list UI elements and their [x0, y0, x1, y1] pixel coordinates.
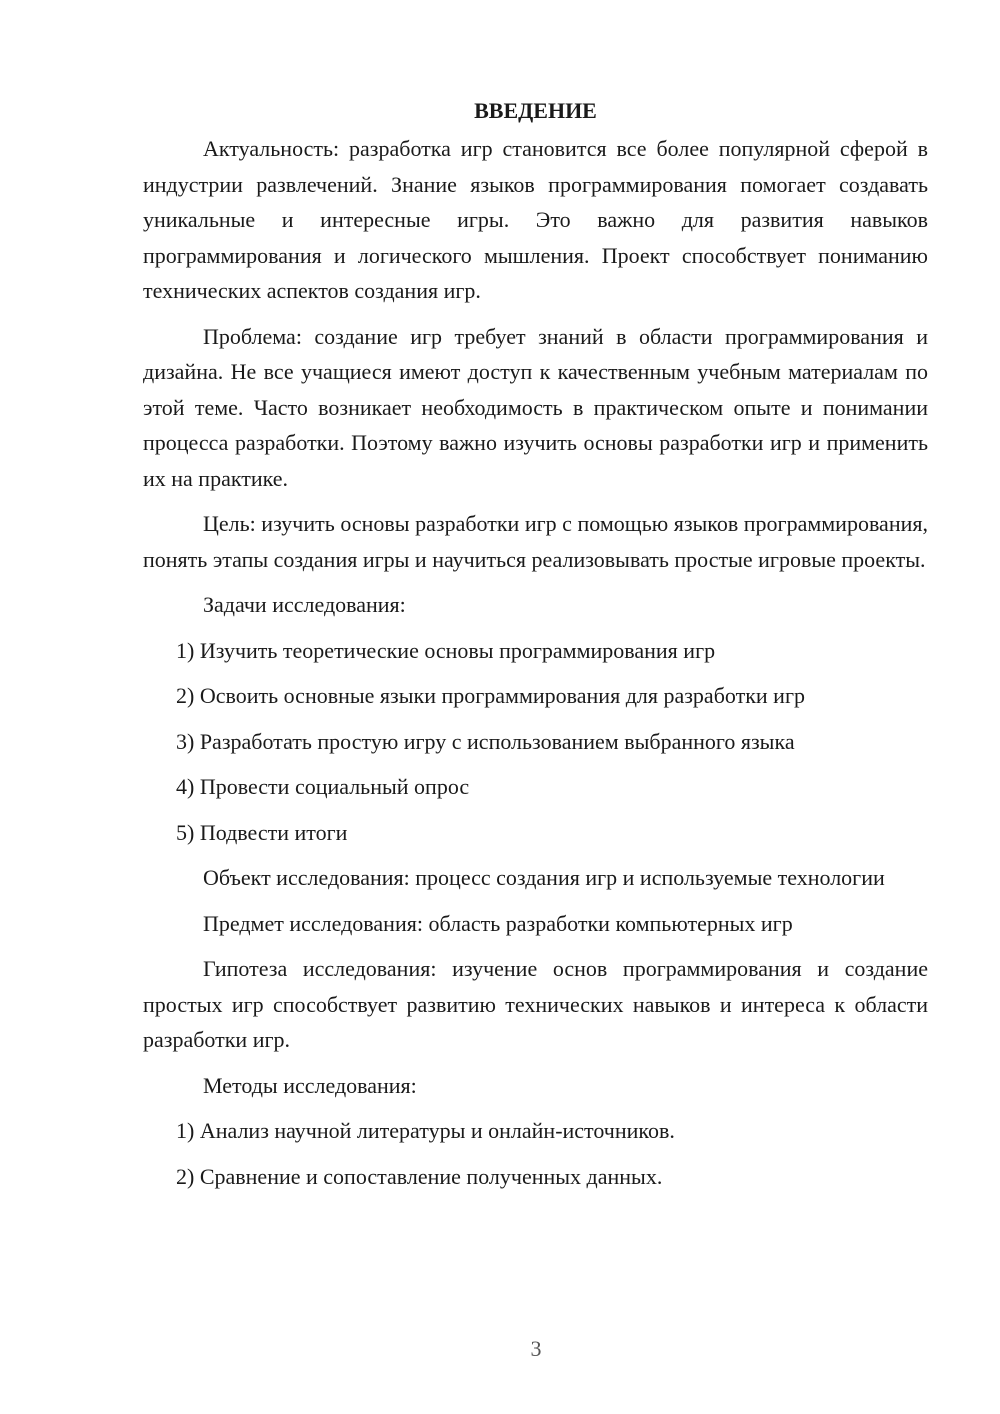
page-title: ВВЕДЕНИЕ — [474, 98, 597, 123]
task-item: 5) Подвести итоги — [176, 819, 348, 845]
hypothesis-paragraph: Гипотеза исследования: изучение основ программирования и создание простых игр способствует развитию технических навыков и интереса к области разработки игр. — [143, 956, 928, 1052]
problem-paragraph: Проблема: создание игр требует знаний в области программирования и дизайна. Не все учащиеся имеют доступ к качественным учебным материалам по этой теме. Часто возникает необходимость в практическом опыте и понимании процесса разработки. Поэтому важно изучить основы разработки игр и применить их на практике. — [143, 323, 928, 491]
task-item: 2) Освоить основные языки программирования для разработки игр — [176, 683, 805, 708]
object-paragraph: Объект исследования: процесс создания игр и используемые технологии — [203, 865, 885, 890]
subject-paragraph: Предмет исследования: область разработки компьютерных игр — [203, 910, 793, 936]
goal-paragraph: Цель: изучить основы разработки игр с помощью языков программирования, понять этапы создания игры и научиться реализовывать простые игровые проекты. — [143, 511, 928, 572]
relevance-paragraph: Актуальность: разработка игр становится все более популярной сферой в индустрии развлечений. Знание языков программирования помогает создавать уникальные и интересные игры. Это важно для развития навыков программирования и логического мышления. Проект способствует пониманию технических аспектов создания игр. — [143, 136, 928, 303]
method-item: 1) Анализ научной литературы и онлайн-источников. — [176, 1118, 675, 1143]
task-item: 3) Разработать простую игру с использованием выбранного языка — [176, 728, 795, 754]
methods-heading: Методы исследования: — [203, 1072, 417, 1098]
method-item: 2) Сравнение и сопоставление полученных данных. — [176, 1163, 663, 1189]
task-item: 4) Провести социальный опрос — [176, 774, 470, 799]
page-content — [143, 96, 928, 1204]
tasks-heading: Задачи исследования: — [203, 592, 406, 617]
task-item: 1) Изучить теоретические основы программирования игр — [176, 637, 716, 663]
page-number: 3 — [530, 1336, 542, 1361]
